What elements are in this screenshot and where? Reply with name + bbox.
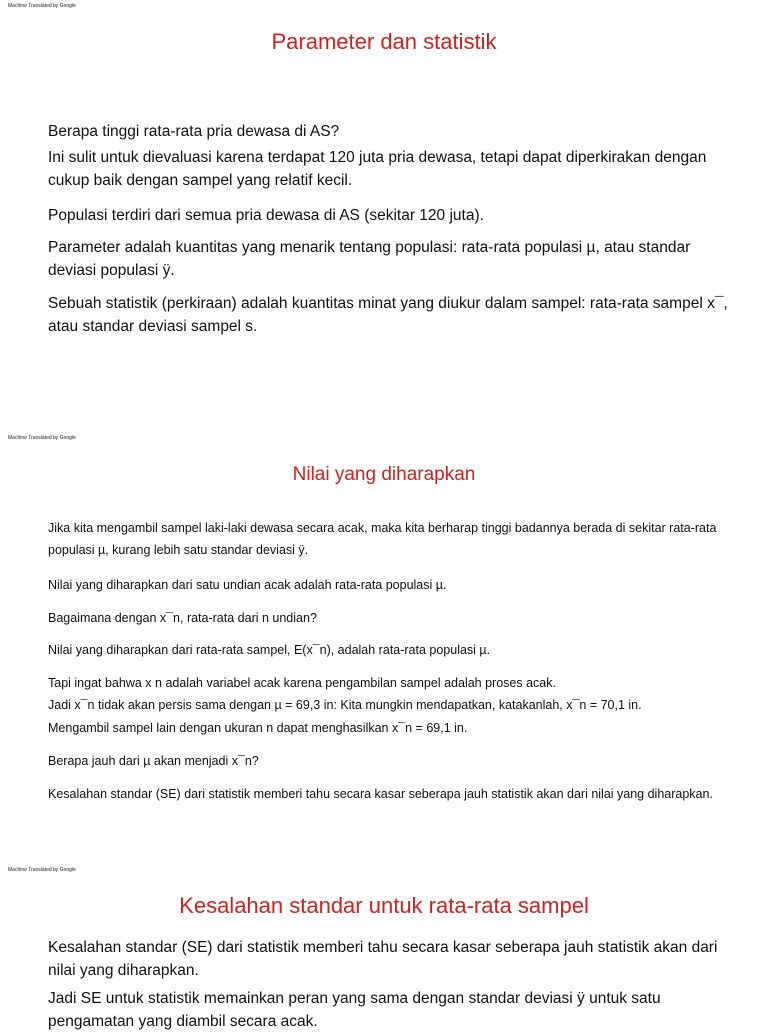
machine-translated-label: Machine Translated by Google: [8, 435, 76, 441]
body-paragraph: Bagaimana dengan x¯n, rata-rata dari n undian?: [48, 611, 317, 625]
body-paragraph: Nilai yang diharapkan dari rata-rata sampel, E(x¯n), adalah rata-rata populasi µ.: [48, 643, 491, 657]
body-paragraph: Jika kita mengambil sampel laki-laki dewasa secara acak, maka kita berharap tinggi badannya berada di sekitar rata-rata populasi µ, kurang lebih satu standar deviasi ÿ.: [48, 521, 717, 557]
body-paragraph: Mengambil sampel lain dengan ukuran n dapat menghasilkan x¯n = 69,1 in.: [48, 721, 468, 735]
body-paragraph: Jadi SE untuk statistik memainkan peran yang sama dengan standar deviasi ÿ untuk satu pengamatan yang diambil secara acak.: [48, 990, 661, 1030]
slide-title: Parameter dan statistik: [271, 29, 497, 54]
body-paragraph: Jadi x¯n tidak akan persis sama dengan µ = 69,3 in: Kita mungkin mendapatkan, katakanlah, x¯n = 70,1 in.: [48, 698, 642, 712]
machine-translated-label: Machine Translated by Google: [8, 867, 76, 873]
body-paragraph: Tapi ingat bahwa x n adalah variabel acak karena pengambilan sampel adalah proses acak.: [48, 676, 556, 690]
body-paragraph: Kesalahan standar (SE) dari statistik memberi tahu secara kasar seberapa jauh statistik akan dari nilai yang diharapkan.: [48, 939, 718, 979]
body-paragraph: Kesalahan standar (SE) dari statistik memberi tahu secara kasar seberapa jauh statistik akan dari nilai yang diharapkan.: [48, 787, 713, 801]
body-paragraph: Sebuah statistik (perkiraan) adalah kuantitas minat yang diukur dalam sampel: rata-rata sampel x¯, atau standar deviasi sampel s.: [48, 295, 728, 335]
slide-nilai-diharapkan: [0, 432, 768, 864]
body-paragraph: Parameter adalah kuantitas yang menarik tentang populasi: rata-rata populasi µ, atau standar deviasi populasi ÿ.: [48, 239, 691, 279]
slide-title: Kesalahan standar untuk rata-rata sampel: [179, 893, 589, 918]
machine-translated-label: Machine Translated by Google: [8, 3, 76, 9]
slide-kesalahan-standar: [0, 864, 768, 1030]
body-paragraph: Nilai yang diharapkan dari satu undian acak adalah rata-rata populasi µ.: [48, 578, 447, 592]
body-paragraph: Berapa jauh dari µ akan menjadi x¯n?: [48, 754, 259, 768]
body-paragraph: Ini sulit untuk dievaluasi karena terdapat 120 juta pria dewasa, tetapi dapat diperkirakan dengan cukup baik dengan sampel yang relatif kecil.: [48, 149, 707, 189]
slide-parameter-statistik: [0, 0, 768, 432]
question-paragraph: Berapa tinggi rata-rata pria dewasa di AS?: [48, 123, 340, 140]
slide-title: Nilai yang diharapkan: [292, 464, 476, 485]
body-paragraph: Populasi terdiri dari semua pria dewasa di AS (sekitar 120 juta).: [48, 207, 484, 224]
